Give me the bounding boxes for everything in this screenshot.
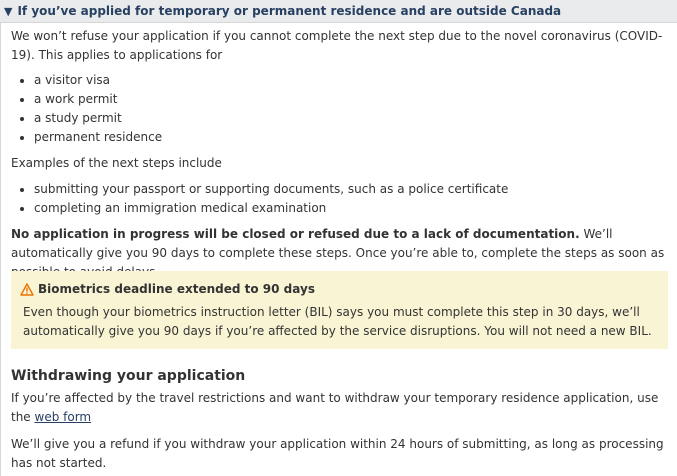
details-body [0, 23, 677, 476]
list-item [11, 180, 508, 199]
warning-alert [11, 271, 668, 349]
bullet-icon [20, 117, 24, 121]
list-item-text: completing an immigration medical examination [34, 201, 327, 215]
examples-label: Examples of the next steps include [11, 156, 222, 170]
withdraw-paragraph [11, 389, 671, 427]
bullet-icon [20, 207, 24, 211]
list-item-text: a visitor visa [34, 73, 111, 87]
list-item-text: a study permit [34, 111, 122, 125]
applications-list [11, 71, 162, 147]
refund-paragraph: We’ll give you a refund if you withdraw your application within 24 hours of submitting, as long as processing has not started. [11, 437, 664, 470]
list-item-text: permanent residence [34, 130, 163, 144]
list-item [11, 109, 162, 128]
expanded-arrow-icon: ▼ [4, 4, 13, 18]
list-item [11, 71, 162, 90]
intro-paragraph: We won’t refuse your application if you cannot complete the next step due to the novel coronavirus (COVID-19). This applies to applications for [11, 29, 663, 62]
bullet-icon [20, 136, 24, 140]
bullet-icon [20, 188, 24, 192]
withdraw-heading: Withdrawing your application [11, 368, 246, 384]
withdraw-text: If you’re affected by the travel restrictions and want to withdraw your temporary residence application, use the [11, 391, 659, 424]
bullet-icon [20, 98, 24, 102]
warning-title: Biometrics deadline extended to 90 days [38, 282, 315, 296]
warning-icon [20, 283, 34, 296]
list-item [11, 90, 162, 109]
details-summary[interactable] [0, 0, 677, 23]
web-form-link[interactable]: web form [34, 410, 92, 424]
details-summary-title[interactable]: If you’ve applied for temporary or permanent residence and are outside Canada [17, 4, 562, 18]
bullet-icon [20, 79, 24, 83]
list-item-text: submitting your passport or supporting documents, such as a police certificate [34, 182, 509, 196]
list-item-text: a work permit [34, 92, 118, 106]
list-item [11, 199, 508, 218]
no-application-bold: No application in progress will be closed or refused due to a lack of documentation. [11, 227, 580, 241]
warning-title-row [20, 280, 315, 299]
no-application-rest: We’ll automatically give you 90 days to complete these steps. Once you’re able to, complete the steps as soon as [11, 227, 665, 260]
next-steps-list [11, 180, 508, 218]
list-item [11, 128, 162, 147]
warning-body: Even though your biometrics instruction letter (BIL) says you must complete this step in 30 days, we’ll automatically give you 90 days if you’re affected by the service disruptions. You will not need a new BIL. [23, 305, 652, 338]
